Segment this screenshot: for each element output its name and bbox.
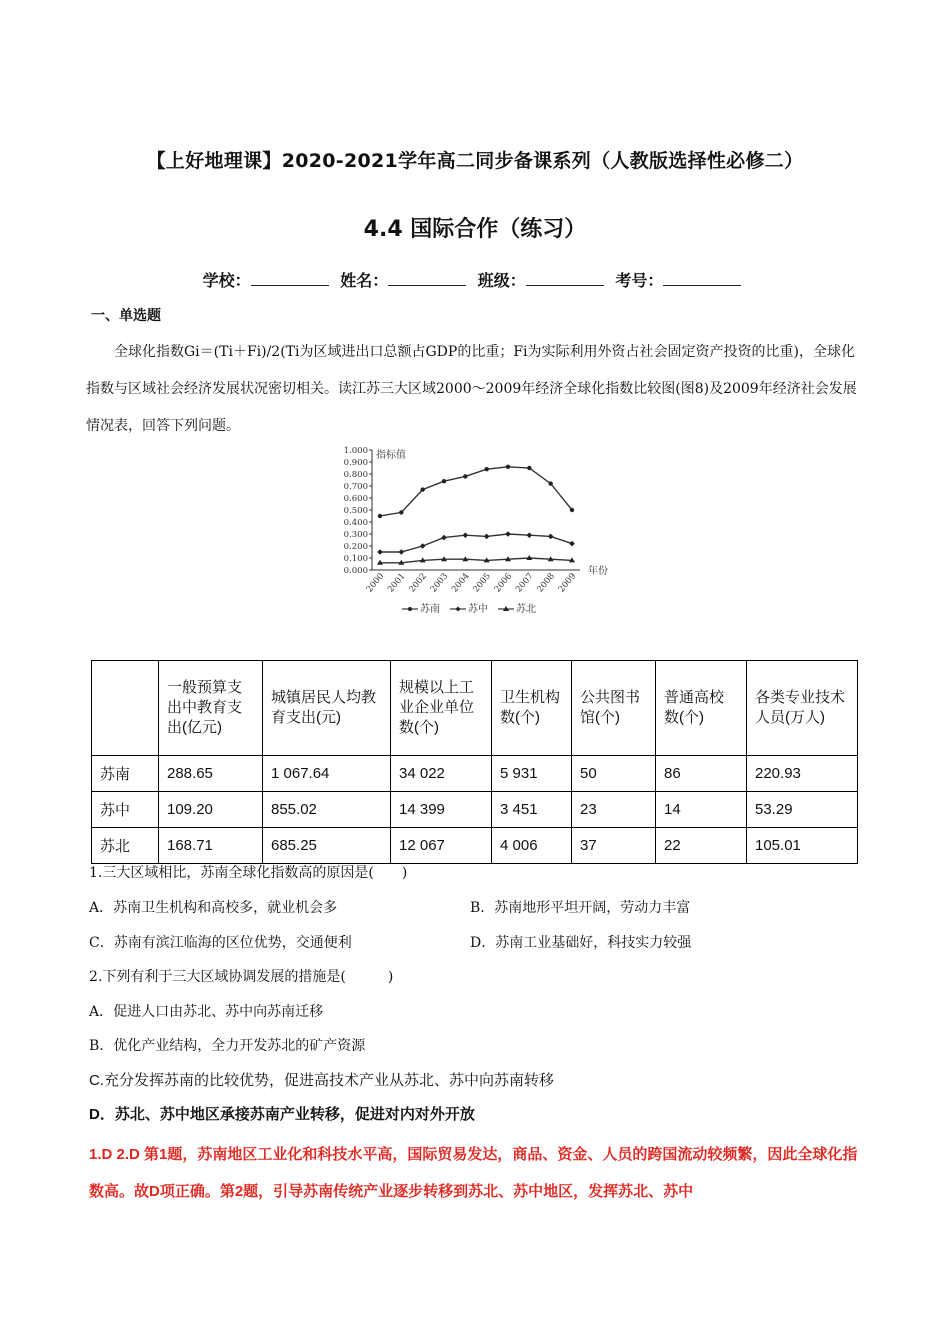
series-line-苏中 xyxy=(380,534,572,552)
chart-svg xyxy=(320,440,620,620)
globalization-chart xyxy=(320,440,620,620)
series-line-苏南 xyxy=(380,467,572,516)
name-blank[interactable] xyxy=(388,271,466,286)
x-tick-label: 2001 xyxy=(386,571,408,595)
table-header-cell xyxy=(92,661,159,756)
data-point xyxy=(399,549,405,555)
data-point xyxy=(420,487,424,491)
section-heading: 一、单选题 xyxy=(91,308,161,324)
page-title: 4.4 国际合作（练习） xyxy=(363,217,587,242)
legend-marker xyxy=(408,607,412,611)
table-header-row xyxy=(92,661,858,756)
legend-label: 苏中 xyxy=(468,604,488,615)
answer-explanation: 1.D 2.D 第1题，苏南地区工业化和科技水平高，国际贸易发达，商品、资金、人员的跨国流动较频繁，因此全球化指数高。故D项正确。第2题，引导苏南传统产业逐步转移到苏北、苏中地区，发挥苏北、苏中 xyxy=(89,1146,858,1200)
question-2-option-d[interactable]: D．苏北、苏中地区承接苏南产业转移，促进对内对外开放 xyxy=(89,1106,475,1123)
table-header-cell: 卫生机构数(个) xyxy=(492,661,572,756)
data-point xyxy=(505,531,511,537)
table-header-cell: 城镇居民人均教育支出(元) xyxy=(263,661,391,756)
legend-label: 苏南 xyxy=(420,604,440,615)
data-point xyxy=(442,479,446,483)
series-line-苏北 xyxy=(380,558,572,563)
y-tick-label: 0.100 xyxy=(343,554,368,564)
data-point xyxy=(441,535,447,541)
data-point xyxy=(527,466,531,470)
table-cell: 14 xyxy=(656,792,747,828)
series-title: 【上好地理课】2020-2021学年高二同步备课系列（人教版选择性必修二） xyxy=(146,150,804,172)
question-2-option-c[interactable]: C.充分发挥苏南的比较优势，促进高技术产业从苏北、苏中向苏南转移 xyxy=(89,1072,555,1089)
question-1-option-a[interactable]: A．苏南卫生机构和高校多，就业机会多 xyxy=(89,900,338,916)
question-2-option-a[interactable]: A．促进人口由苏北、苏中向苏南迁移 xyxy=(89,1004,324,1020)
school-blank[interactable] xyxy=(251,271,329,286)
table-header-cell: 一般预算支出中教育支出(亿元) xyxy=(159,661,263,756)
data-point xyxy=(548,534,554,540)
data-point xyxy=(420,543,426,549)
data-point xyxy=(484,467,488,471)
legend-marker xyxy=(456,607,461,612)
x-tick-label: 2007 xyxy=(514,571,536,595)
table-cell: 23 xyxy=(572,792,656,828)
x-tick-label: 2008 xyxy=(535,571,557,595)
table-row xyxy=(92,792,858,828)
table-header-cell: 公共图书馆(个) xyxy=(572,661,656,756)
data-point xyxy=(463,474,467,478)
data-point xyxy=(377,549,383,555)
table-cell: 苏南 xyxy=(92,756,159,792)
table-cell: 288.65 xyxy=(159,756,263,792)
table-cell: 50 xyxy=(572,756,656,792)
table-cell: 86 xyxy=(656,756,747,792)
y-tick-label: 0.500 xyxy=(343,506,368,516)
question-2-option-b[interactable]: B．优化产业结构，全力开发苏北的矿产资源 xyxy=(89,1038,366,1054)
table-header-cell: 普通高校数(个) xyxy=(656,661,747,756)
x-tick-label: 2005 xyxy=(471,571,493,595)
table-cell: 220.93 xyxy=(747,756,858,792)
table-cell: 4 006 xyxy=(492,828,572,864)
question-1-option-c[interactable]: C．苏南有滨江临海的区位优势，交通便利 xyxy=(89,935,352,951)
data-table xyxy=(91,660,858,864)
y-tick-label: 1.000 xyxy=(343,446,368,456)
y-tick-label: 0.700 xyxy=(343,482,368,492)
y-tick-label: 0.900 xyxy=(343,458,368,468)
table-row xyxy=(92,828,858,864)
data-point xyxy=(463,532,469,538)
table-cell: 105.01 xyxy=(747,828,858,864)
table-cell: 1 067.64 xyxy=(263,756,391,792)
table-cell: 168.71 xyxy=(159,828,263,864)
y-tick-label: 0.800 xyxy=(343,470,368,480)
x-tick-label: 2004 xyxy=(450,571,472,595)
table-cell: 苏北 xyxy=(92,828,159,864)
table-cell: 685.25 xyxy=(263,828,391,864)
table-cell: 22 xyxy=(656,828,747,864)
table-cell: 855.02 xyxy=(263,792,391,828)
intro-paragraph: 全球化指数Gi＝(Ti＋Fi)/2(Ti为区域进出口总额占GDP的比重；Fi为实际利用外资占社会固定资产投资的比重)，全球化指数与区域社会经济发展状况密切相关。读江苏三大区域2000～2009年经济全球化指数比较图(图8)及2009年经济社会发展情况表，回答下列问题。 xyxy=(86,344,857,434)
data-point xyxy=(484,534,490,540)
data-point xyxy=(506,465,510,469)
school-label: 学校： xyxy=(202,271,251,290)
data-point xyxy=(527,532,533,538)
table-cell: 14 399 xyxy=(391,792,492,828)
data-point xyxy=(548,481,552,485)
data-point xyxy=(570,508,574,512)
table-cell: 3 451 xyxy=(492,792,572,828)
y-tick-label: 0.400 xyxy=(343,518,368,528)
name-label: 姓名： xyxy=(340,271,389,290)
id-label: 考号： xyxy=(615,271,664,290)
data-point xyxy=(378,514,382,518)
table-cell: 12 067 xyxy=(391,828,492,864)
y-axis-label: 指标值 xyxy=(376,450,406,461)
table-row xyxy=(92,756,858,792)
table-cell: 34 022 xyxy=(391,756,492,792)
x-tick-label: 2003 xyxy=(428,571,451,595)
table-cell: 37 xyxy=(572,828,656,864)
y-tick-label: 0.000 xyxy=(343,566,368,576)
x-tick-label: 2000 xyxy=(364,571,387,595)
data-point xyxy=(569,541,575,547)
y-tick-label: 0.300 xyxy=(343,530,368,540)
x-tick-label: 2006 xyxy=(492,571,515,595)
table-cell: 苏中 xyxy=(92,792,159,828)
x-axis-label: 年份 xyxy=(588,566,608,577)
question-1-option-d[interactable]: D．苏南工业基础好，科技实力较强 xyxy=(470,935,692,951)
question-1-stem: 1.三大区域相比，苏南全球化指数高的原因是( ) xyxy=(89,865,408,881)
id-blank[interactable] xyxy=(663,271,741,286)
class-blank[interactable] xyxy=(526,271,604,286)
table-header-cell: 规模以上工业企业单位数(个) xyxy=(391,661,492,756)
student-info-line xyxy=(0,268,950,291)
x-tick-label: 2002 xyxy=(407,571,429,595)
table-header-cell: 各类专业技术人员(万人) xyxy=(747,661,858,756)
legend-label: 苏北 xyxy=(516,604,536,615)
table-cell: 109.20 xyxy=(159,792,263,828)
question-1-option-b[interactable]: B．苏南地形平坦开阔，劳动力丰富 xyxy=(470,900,691,916)
table-cell: 53.29 xyxy=(747,792,858,828)
y-tick-label: 0.600 xyxy=(343,494,368,504)
table-cell: 5 931 xyxy=(492,756,572,792)
x-tick-label: 2009 xyxy=(556,571,579,595)
question-2-stem: 2.下列有利于三大区域协调发展的措施是( ) xyxy=(89,969,394,985)
class-label: 班级： xyxy=(477,271,526,290)
data-point xyxy=(399,510,403,514)
y-tick-label: 0.200 xyxy=(343,542,368,552)
